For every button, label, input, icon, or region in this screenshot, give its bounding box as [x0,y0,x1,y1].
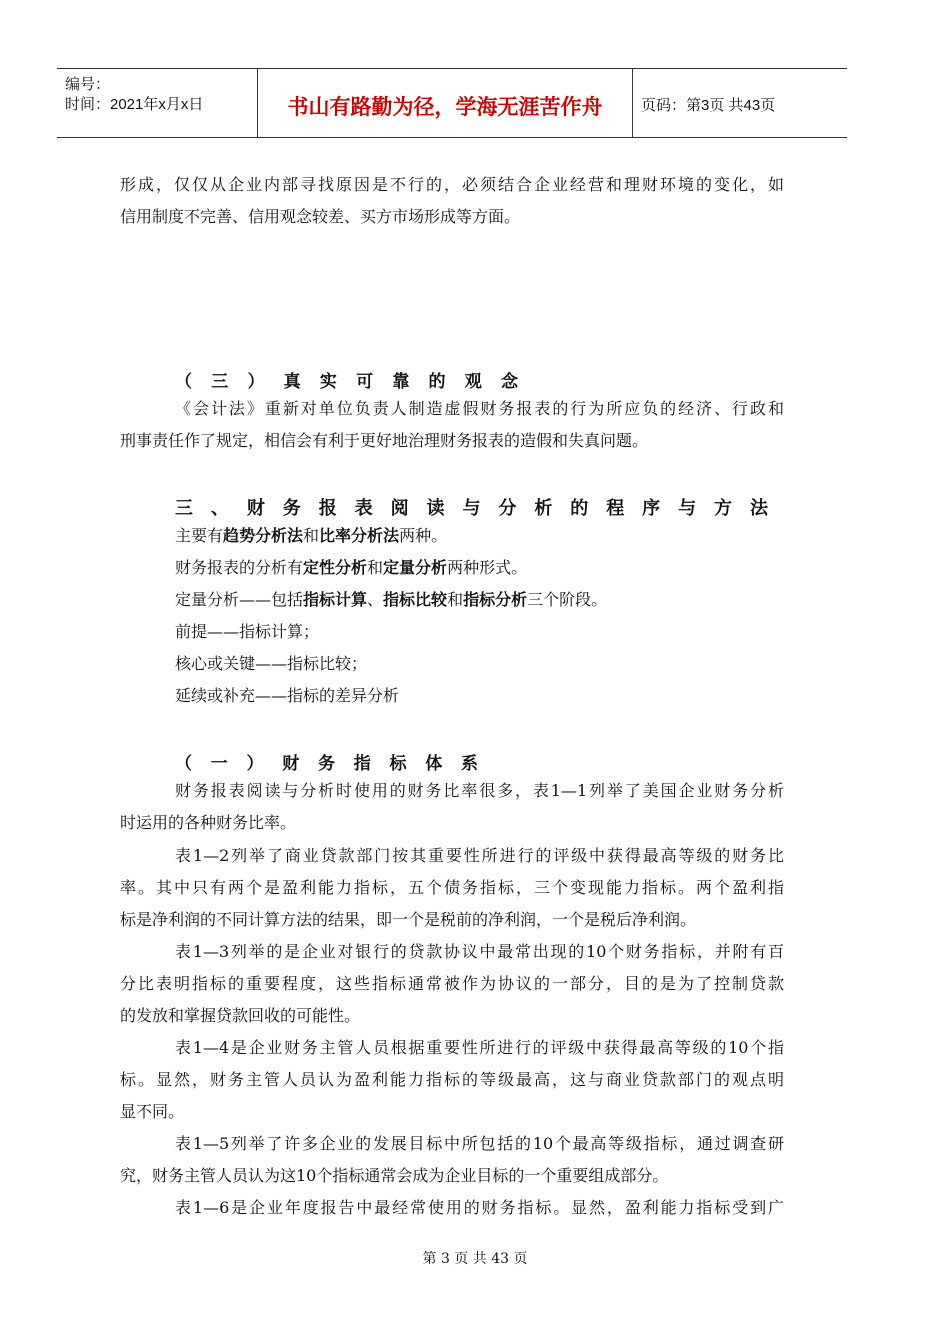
paragraph-line: 分比表明指标的重要程度，这些指标通常被作为协议的一部分，目的是为了控制贷款 [120,974,784,993]
section-heading: 三、财务报表阅读与分析的程序与方法 [175,498,768,519]
paragraph-line: 标是净利润的不同计算方法的结果，即一个是税前的净利润，一个是税后净利润。 [120,910,697,929]
list-item: 前提——指标计算； [175,622,320,641]
paragraph-line: 《会计法》重新对单位负责人制造虚假财务报表的行为所应负的经济、行政和 [175,399,784,418]
subsection-heading: （一）财务指标体系 [175,754,478,774]
forms-line: 财务报表的分析有定性分析和定量分析两种形式。 [175,558,528,577]
paragraph-line: 的发放和掌握贷款回收的可能性。 [120,1006,361,1025]
paragraph-line: 表1—4是企业财务主管人员根据重要性所进行的评级中获得最高等级的10个指 [175,1038,784,1057]
term-indicator-calc: 指标计算 [303,590,368,609]
header-motto: 书山有路勤为径，学海无涯苦作舟 [287,96,603,119]
paragraph-line: 表1—6是企业年度报告中最经常使用的财务指标。显然，盈利能力指标受到广 [175,1198,784,1217]
paragraph-line: 究，财务主管人员认为这10个指标通常会成为企业目标的一个重要组成部分。 [120,1166,669,1185]
page-footer: 第 3 页 共 43 页 [422,1251,528,1267]
term-qualitative: 定性分析 [303,558,368,577]
header-page-cell [632,69,847,137]
paragraph-line: 率。其中只有两个是盈利能力指标，五个债务指标，三个变现能力指标。两个盈利指 [120,878,784,897]
paragraph-line: 刑事责任作了规定，相信会有利于更好地治理财务报表的造假和失真问题。 [120,431,649,450]
paragraph-line: 时运用的各种财务比率。 [120,813,297,832]
paragraph-line: 表1—5列举了许多企业的发展目标中所包括的10个最高等级指标，通过调查研 [175,1134,784,1153]
term-indicator-compare: 指标比较 [383,590,448,609]
header-page-label: 页码：第3页 共43页 [641,97,776,114]
stages-line: 定量分析——包括指标计算、指标比较和指标分析三个阶段。 [175,590,608,609]
header-motto-cell [257,69,633,137]
subsection-heading: （三）真实可靠的观念 [175,372,518,392]
paragraph-line: 信用制度不完善、信用观念较差、买方市场形成等方面。 [120,207,521,226]
document-number-label: 编号： [65,76,111,93]
header-meta-cell [57,69,257,137]
paragraph-line: 标。显然，财务主管人员认为盈利能力指标的等级最高，这与商业贷款部门的观点明 [120,1070,784,1089]
list-item: 核心或关键——指标比较； [175,654,368,673]
paragraph-line: 财务报表阅读与分析时使用的财务比率很多，表1—1列举了美国企业财务分析 [175,781,784,800]
paragraph-line: 显不同。 [120,1102,185,1121]
paragraph-line: 表1—3列举的是企业对银行的贷款协议中最常出现的10个财务指标，并附有百 [175,942,784,961]
term-ratio-analysis: 比率分析法 [319,526,400,545]
list-item: 延续或补充——指标的差异分析 [175,686,400,705]
methods-line: 主要有趋势分析法和比率分析法两种。 [175,526,448,545]
paragraph-line: 形成，仅仅从企业内部寻找原因是不行的，必须结合企业经营和理财环境的变化，如 [120,175,784,194]
paragraph-line: 表1—2列举了商业贷款部门按其重要性所进行的评级中获得最高等级的财务比 [175,846,784,865]
document-time-label: 时间：2021年x月x日 [65,96,204,113]
term-trend-analysis: 趋势分析法 [223,526,304,545]
term-quantitative: 定量分析 [383,558,448,577]
page-header [57,68,847,138]
term-indicator-analysis: 指标分析 [463,590,528,609]
